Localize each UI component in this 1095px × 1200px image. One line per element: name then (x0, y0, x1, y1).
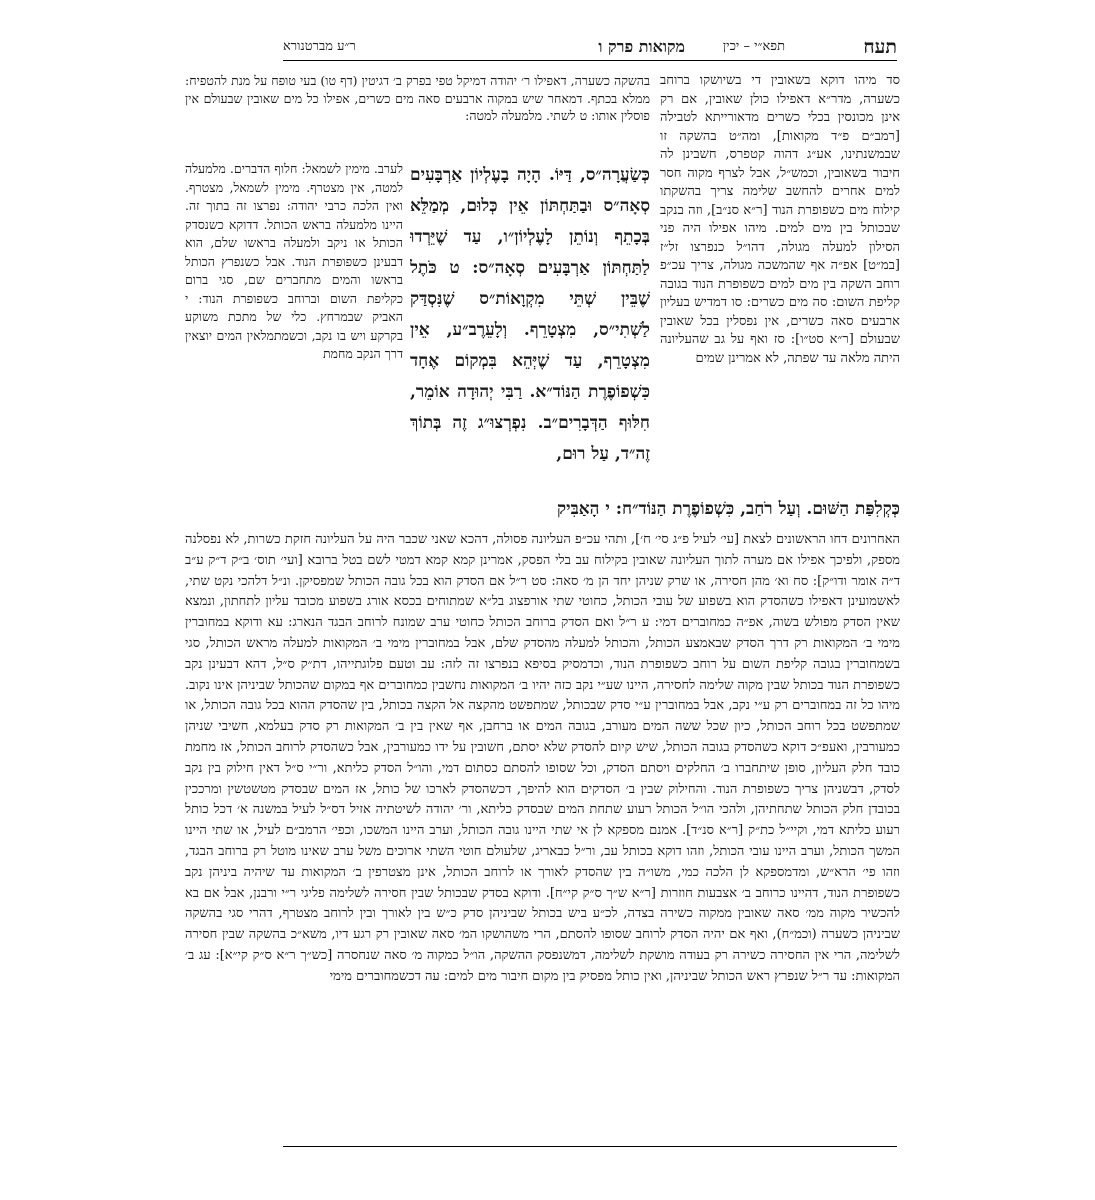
mishnah-text: כְּשַׂעֲרָה״ס, דַּיּוֹ. הָיָה בָעֶלְיוֹן אַרְבָּעִים סְאָה״ס וּבַתַּחְתּוֹן אֵין כְּלוּם, מְמַלֵּא בְּכָתֵף וְנוֹתֵן לָעֶלְיוֹן״ו, עַד שֶׁיֵּרְדוּ לַתַּחְתּוֹן אַרְבָּעִים סְאָה״ס: ט כֹּתֶל שֶׁבֵּין שְׁתֵּי מִקְוָאוֹת״ס שֶׁנִּסְדַּק לַשְׁתִי״ס, מִצְטָרֵף. וְלָעֵרֶב״ע, אֵין מִצְטָרֵף, עַד שֶׁיְּהֵא בִּמְקוֹם אֶחָד כִּשְׁפוֹפֶרֶת הַנּוֹד״א. רַבִּי יְהוּדָה אוֹמֵר, חִלּוּף הַדְּבָרִים״ב. נִפְרְצוּ״ג זֶה בְּתוֹךְ זֶה״ד, עַל רוּם, (410, 165, 650, 464)
bartenura-commentary-top: בהשקה כשערה, דאפילו ר׳ יהודה דמיקל טפי בפרק ב׳ דגיטין (דף טו) בעי טופח על מנת להטפיח: ממלא בכתף. דמאחר שיש במקוה ארבעים סאה מים כשרים, אפילו כל מים שאובין שבעולם אין פוסלין אותו: ט לשתי. מלמעלה למטה: (185, 73, 650, 123)
tiferet-yisrael-yachin-column: סד מיהו דוקא בשאובין די בשיושקו ברוחב כשערה, מדר״א דאפילו כולן שאובין, אם רק אינן מכונסין בכלי כשרים מדאורייתא לטבילה [רמב״ם פ״ד מקואות], ומה״ט בהשקה זו שבמשנתינו, אע״ג דהוה קטפרס, חשבינן לה חיבור בשאובין, וכמש״ל, אבל לצרף מקוה חסר למים אחרים להחשב שלימה צריך בהשקתו קילוח מים כשפופרת הנוד [ר״א סנ״ב], וזה בנקב שבכותל בין מים למים. מיהו אפילו היה פני הסילון למעלה מגולה, דהו״ל כנפרצו זל״ז [במ״ט] אפ״ה אף שהמשכה מגולה, צריך עכ״פ רוחב השקה בין מים למים כשפופרת הנוד בגובה קליפת השום: סה מים כשרים: סו דמדיש בעליון ארבעים סאה כשרים, אין נפסלין בכל שאובין שבעולם [ר״א סט״ו]: סז ואף על גב שהעליונה היתה מלאה עד שפתה, לא אמרינן שמים (660, 73, 900, 366)
running-header (283, 34, 897, 60)
header-rule (283, 60, 897, 61)
verse-range: תפא״י – יכין (722, 39, 785, 54)
page-number: תעח (863, 36, 897, 58)
tiferet-yisrael-yachin-continuation: האחרונים דחו הראשונים לצאת [עי׳ לעיל פ״ג סי׳ ח׳], ותהי עכ״פ העליונה פסולה, דהכא שאני שכבר היה על העליונה חזקת כשרות, לא נפסלנה מספק, ולפיכך אפילו אם מערה לתוך העליונה שאובין בקילוח עב בלי הפסק, אמרינן קמא קמא דמטי לשם בטל ברובא [ועי׳ תוס׳ ב״ק ד״ק ע״ב ד״ה אומר ודו״ק]: סח וא׳ מהן חסירה, או שרק שניהן יחד הן מ׳ סאה: סט ר״ל אם הסדק הוא בכל גובה הכותל שמפסיקן. ונ״ל דלהכי נקט שתי, לאשמועינן דאפילו כשהסדק הוא בשפוע של עובי הכותל, כחוטי שתי אורפצוג בל״א שמתוחים בכסא אורג בשפוע מכובד עליון לתחתון, ונמצא שאין הסדק מפולש בשוה, אפ״ה כמחוברים דמי: ע ר״ל ואם הסדק ברוחב הכותל כחוטי ערב שמונח לרוחב הבגד הנארג: עא ודוקא במחוברין מימי ב׳ המקואות רק דרך הסדק שבאמצע הכותל, והכותל למעלה מהסדק שלם, אבל במחוברין מימי ב׳ המקואות למעלה מראש הכותל, סגי בשמחוברין בגובה קליפת השום על רוחב כשפופרת הנוד, וכדמסיק בסיפא בנפרצו זה לזה: עב וטעם פלוגתייהו, דת״ק ס״ל, דהא דבעינן נקב כשפופרת הנוד בכותל שבין מקוה שלימה לחסירה, היינו שע״י נקב כזה יהיו ב׳ המקואות נחשבין כמחוברים אף במקום שהכותל שביניהן אינו נקוב. מיהו כל זה במחוברים רק ע״י נקב, אבל במחוברין ע״י סדק שבכותל, שמתפשט מהקצה אל הקצה בכותל, בין שהסדק ההוא בכל גובה הכותל, או שמתפשט בכל רוחב הכותל, כיון שכל ששה המים מעורב, בגובה המים או ברחבן, אף שאין בין ב׳ המקואות רק סדק בעלמא, חשיבי שניהן כמעורבין, ואעפ״כ דוקא כשהסדק בגובה הכותל, שיש קיום להסדק שלא יסתם, חשובין על ידו כמעורבין, אבל כשהסדק לרוחב הכותל, אז מחמת כובד חלק העליון, סופן שיתחברו ב׳ החלקים ויסתם הסדק, וכל שסופו להסתם כסתום דמי, והו״ל הסדק כליתא, ור״י ס״ל דאין חילוק בין נקב לסדק, דבשניהן צריך כשפופרת הנוד. והחילוק שבין ב׳ הסדקים הוא להיפך, דכשהסדק לארכו של כותל, אז המים שבסדק מטשטשין ומרככין בכובדן חלק הכותל שתחתיהן, ולהכי הו״ל הכותל רעוע שתחת המים שבסדק כליתא, ור׳ יהודה לשיטתיה אזיל דס״ל לעיל במשנה א׳ דכל כותל רעוע כליתא דמי, וקיי״ל כת״ק [ר״א סנ״ד]. אמנם מספקא לן אי שתי היינו גובה הכותל, וערב היינו המשכו, וכפי׳ הרמב״ם לעיל, או שתי היינו המשך הכותל, וערב היינו עובי הכותל, וזהו דוקא בכותל עב, ור״ל כבאריג, שלעולם חוטי השתי ארוכים משל ערב שאינו מוטל רק ברוחב הבגד, וזהו פי׳ הרא״ש, ומדמספקא לן הלכה כמי, משו״ה בין שהסדק לאורך או לרוחב הכותל, אינן מצטרפין ב׳ המקואות עד שיהיה ביניהן נקב כשפופרת הנוד, דהיינו כרוחב ב׳ אצבעות חוזרות [ר״א ש״ך ס״ק קי״ח]. ודוקא בסדק שבכותל שבין חסירה לשלימה פליגי ר״י ורבנן, אבל אם בא להכשיר מקוה ממ׳ סאה שאובין ממקוה כשירה בצדה, לכ״ע ביש בכותל שביניהן סדק כ״ש בין לאורך ובין לרוחב מצטרף, דהרי סגי בהשקה שביניהן כשערה (וכמ״ח), ואף אם יהיה הסדק לרוחב שסופו להסתם, הרי משהושקו המ׳ סאה שאובין רק רגע דיו, משא״כ בהשקה שבין חסירה לשלימה, הרי אין החסירה כשירה רק בעודה מושקת לשלימה, דמשנפסק ההשקה, הו״ל כמקוה מ׳ סאה שנחסרה [כש״ך ר״א ס״ק קי״א]: עג ב׳ המקואות: עד ר״ל שנפרץ ראש הכותל שביניהן, ואין כותל מפסיק בין מקום חיבור מים למים: עה דכשמחוברים מימי (185, 532, 900, 984)
footer-rule (283, 1146, 897, 1147)
commentary-name: ר״ע מברטנורא (283, 39, 356, 54)
tractate-title: מקואות פרק ו (598, 37, 685, 56)
mishnah-text-continuation: כְּקְלִפַּת הַשּׁוּם. וְעַל רֹחַב, כִּשְׁפוֹפֶרֶת הַנּוֹד״ח: י הָאַבִּיק (557, 499, 900, 519)
bartenura-commentary-column: לערב. מימין לשמאל: חלוף הדברים. מלמעלה למטה, אין מצטרף. מימין לשמאל, מצטרף. ואין הלכה כרבי יהודה: נפרצו זה בתוך זה. היינו מלמעלה בראש הכותל. דדוקא כשנסדק הכותל או ניקב ולמעלה בראשו שלם, הוא דבעינן כשפופרת הנוד. אבל כשנפרץ הכותל בראשו והמים מתחברים שם, סגי ברום כקליפת השום וברוחב כשפופרת הנוד: י האביק שבמרחץ. כלי של מתכת משוקע בקרקע ויש בו נקב, וכשמתמלאין המים יוצאין דרך הנקב מחמת (185, 161, 403, 361)
